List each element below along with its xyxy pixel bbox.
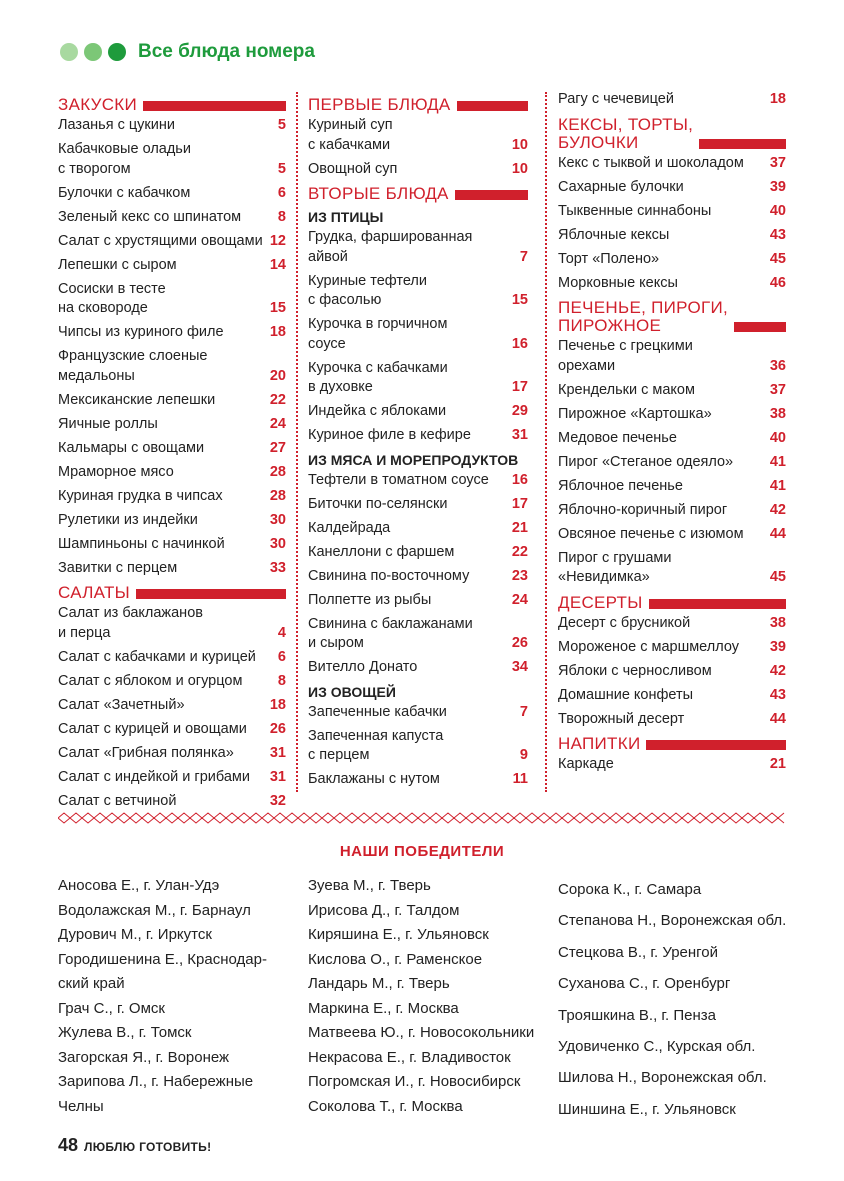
recipe-page-number: 20 <box>269 367 286 384</box>
recipe-page-number: 15 <box>511 292 528 308</box>
winner-entry: Соколова Т., г. Москва <box>308 1097 463 1115</box>
recipe-name: Домашние конфеты <box>558 686 694 703</box>
recipe-name: Завитки с перцем <box>58 559 178 576</box>
winner-entry: Шиншина Е., г. Ульяновск <box>558 1100 736 1118</box>
recipe-name: Кальмары с овощами <box>58 439 205 456</box>
recipe-name: Крендельки с маком <box>558 381 695 398</box>
recipe-name: Куриная грудка в чипсах <box>58 487 223 504</box>
recipe-entry <box>308 770 528 790</box>
recipe-entry <box>558 525 786 545</box>
recipe-entry <box>58 323 286 343</box>
recipe-name: Кекс с тыквой и шоколадом <box>558 154 744 171</box>
recipe-entry <box>58 208 286 228</box>
recipe-page-number: 21 <box>511 519 528 536</box>
recipe-page-number: 32 <box>269 792 286 809</box>
recipe-name: Запеченные кабачки <box>308 703 447 720</box>
recipe-name: Яблочные кексы <box>558 226 670 243</box>
subsection-title: ИЗ ПТИЦЫ <box>308 209 384 225</box>
recipe-entry <box>558 337 786 376</box>
page-header <box>60 38 315 66</box>
section-bar <box>646 740 786 750</box>
recipe-name: Курочка с кабачками в духовке <box>308 359 448 395</box>
winner-entry: Жулева В., г. Томск <box>58 1024 192 1041</box>
winner-entry: Степанова Н., Воронежская обл. <box>558 912 787 930</box>
recipe-page-number: 7 <box>519 703 528 720</box>
recipe-page-number: 43 <box>769 226 786 243</box>
recipe-name: Баклажаны с нутом <box>308 771 440 787</box>
recipe-page-number: 43 <box>769 686 786 703</box>
recipe-entry <box>558 549 786 588</box>
winner-entry: Шилова Н., Воронежская обл. <box>558 1069 767 1087</box>
recipe-entry <box>308 402 528 422</box>
recipe-page-number: 42 <box>769 501 786 518</box>
recipe-name: Булочки с кабачком <box>58 184 191 201</box>
recipe-name: Рулетики из индейки <box>58 511 198 528</box>
recipe-name: Свинина по-восточному <box>308 567 470 584</box>
recipe-page-number: 18 <box>269 696 286 713</box>
recipe-entry <box>58 391 286 411</box>
dot-icon <box>84 43 102 61</box>
recipe-entry <box>58 696 286 716</box>
page-number: 48 <box>58 1135 79 1155</box>
section-heading <box>558 116 786 152</box>
section-bar <box>455 190 528 200</box>
recipe-entry <box>58 116 286 136</box>
recipe-entry <box>58 439 286 459</box>
recipe-page-number: 15 <box>269 300 286 316</box>
recipe-name: Творожный десерт <box>558 710 685 727</box>
recipe-page-number: 27 <box>269 439 286 456</box>
page-title: Все блюда номера <box>138 41 315 62</box>
winner-entry: Удовиченко С., Курская обл. <box>558 1038 756 1056</box>
zigzag-divider <box>58 812 786 824</box>
recipe-page-number: 5 <box>277 117 286 133</box>
recipe-page-number: 42 <box>769 662 786 679</box>
recipe-entry <box>308 315 528 354</box>
recipe-entry <box>558 501 786 521</box>
section-title: ДЕСЕРТЫ <box>558 592 643 612</box>
recipe-page-number: 45 <box>769 569 786 585</box>
recipe-name: Морковные кексы <box>558 274 678 291</box>
recipe-name: Кабачковые оладьи с творогом <box>58 141 191 177</box>
recipe-entry <box>308 272 528 311</box>
recipe-page-number: 24 <box>269 415 286 432</box>
winner-entry: Зуева М., г. Тверь <box>308 877 431 894</box>
recipe-entry <box>308 116 528 155</box>
recipe-name: Сахарные булочки <box>558 178 684 195</box>
recipe-entry <box>558 710 786 730</box>
recipe-name: Биточки по-селянски <box>308 495 448 512</box>
recipe-name: Салат с индейкой и грибами <box>58 768 250 785</box>
recipe-name: Тефтели в томатном соусе <box>308 471 489 488</box>
recipe-entry <box>558 226 786 246</box>
recipe-entry <box>558 274 786 294</box>
recipe-entry <box>58 648 286 668</box>
recipe-page-number: 26 <box>269 720 286 737</box>
recipe-entry <box>308 615 528 654</box>
recipe-name: Каркаде <box>558 756 614 772</box>
recipe-page-number: 29 <box>511 403 528 419</box>
recipe-name: Пирог «Стеганое одеяло» <box>558 453 734 470</box>
section-heading <box>58 96 286 114</box>
recipe-page-number: 23 <box>511 567 528 584</box>
recipe-entry <box>308 519 528 539</box>
recipe-page-number: 9 <box>519 747 528 763</box>
section-bar <box>143 101 286 111</box>
winners-column-2 <box>308 874 534 1119</box>
recipe-entry <box>58 463 286 483</box>
winner-entry: Челны <box>58 1097 104 1115</box>
recipe-name: Салат с курицей и овощами <box>58 720 247 737</box>
recipe-entry <box>58 347 286 386</box>
recipe-name: Французские слоеные медальоны <box>58 348 208 384</box>
recipe-name: Лепешки с сыром <box>58 256 177 273</box>
recipe-name: Овсяное печенье с изюмом <box>558 525 744 542</box>
recipe-page-number: 22 <box>269 391 286 408</box>
recipe-page-number: 10 <box>511 136 528 153</box>
recipe-name: Салат «Зачетный» <box>58 696 185 713</box>
recipe-page-number: 28 <box>269 487 286 504</box>
winner-entry: Погромская И., г. Новосибирск <box>308 1073 521 1090</box>
winner-entry: Матвеева Ю., г. Новосокольники <box>308 1024 535 1041</box>
recipe-name: Куриные тефтели с фасолью <box>308 272 427 308</box>
recipe-name: Сосиски в тесте на сковороде <box>58 280 166 316</box>
recipe-name: Зеленый кекс со шпинатом <box>58 208 242 225</box>
winner-entry: Дурович М., г. Иркутск <box>58 926 212 943</box>
winner-entry: ский край <box>58 975 125 992</box>
recipe-page-number: 17 <box>511 379 528 395</box>
recipe-page-number: 38 <box>769 405 786 422</box>
recipe-entry <box>58 768 286 788</box>
winner-entry: Ирисова Д., г. Талдом <box>308 901 460 919</box>
recipe-entry <box>58 559 286 579</box>
recipe-page-number: 8 <box>277 672 286 689</box>
recipe-page-number: 7 <box>519 248 528 265</box>
recipe-page-number: 41 <box>769 453 786 470</box>
recipe-entry <box>58 535 286 555</box>
recipe-name: Пирожное «Картошка» <box>558 405 712 422</box>
section-title: ЗАКУСКИ <box>58 95 137 114</box>
recipe-name: Грудка, фаршированная айвой <box>308 229 473 265</box>
index-column-3 <box>558 90 786 779</box>
recipe-page-number: 6 <box>277 184 286 201</box>
recipe-page-number: 26 <box>511 635 528 651</box>
recipe-name: Полпетте из рыбы <box>308 591 432 608</box>
recipe-entry <box>558 250 786 270</box>
recipe-name: Торт «Полено» <box>558 250 660 267</box>
recipe-name: Мексиканские лепешки <box>58 391 216 408</box>
dot-icon <box>60 43 78 61</box>
winner-entry: Стецкова В., г. Уренгой <box>558 943 719 961</box>
index-column-1 <box>58 90 286 816</box>
column-divider <box>545 92 547 792</box>
recipe-entry <box>58 604 286 643</box>
section-bar <box>649 599 786 609</box>
recipe-name: Тыквенные синнабоны <box>558 202 712 219</box>
section-heading <box>558 735 786 753</box>
winner-entry: Некрасова Е., г. Владивосток <box>308 1048 511 1066</box>
recipe-name: Салат с ветчиной <box>58 792 177 809</box>
recipe-page-number: 16 <box>511 335 528 352</box>
recipe-page-number: 34 <box>511 659 528 675</box>
recipe-entry <box>558 381 786 401</box>
recipe-name: Канеллони с фаршем <box>308 543 455 560</box>
section-title: КЕКСЫ, ТОРТЫ, БУЛОЧКИ <box>558 114 694 152</box>
winner-entry: Водолажская М., г. Барнаул <box>58 901 251 919</box>
section-heading <box>558 594 786 612</box>
recipe-name: Салат с кабачками и курицей <box>58 648 256 665</box>
page-footer <box>58 1135 211 1156</box>
recipe-name: Курочка в горчичном соусе <box>308 316 448 352</box>
recipe-entry <box>308 160 528 180</box>
recipe-page-number: 33 <box>269 559 286 576</box>
recipe-name: Запеченная капуста с перцем <box>308 727 444 763</box>
section-heading <box>308 185 528 203</box>
section-title: ПЕРВЫЕ БЛЮДА <box>308 95 451 114</box>
winner-entry: Кислова О., г. Раменское <box>308 950 483 968</box>
recipe-name: Куриный суп с кабачками <box>308 117 393 153</box>
recipe-page-number: 38 <box>769 614 786 631</box>
recipe-page-number: 14 <box>269 256 286 273</box>
section-heading <box>308 96 528 114</box>
recipe-entry <box>308 359 528 398</box>
recipe-entry <box>58 184 286 204</box>
recipe-entry <box>58 744 286 764</box>
winner-entry: Киряшина Е., г. Ульяновск <box>308 926 489 943</box>
recipe-name: Вителло Донато <box>308 659 418 675</box>
recipe-name: Салат из баклажанов и перца <box>58 605 203 641</box>
recipe-entry <box>308 658 528 678</box>
recipe-entry <box>308 567 528 587</box>
recipe-entry <box>58 792 286 812</box>
recipe-name: Мороженое с маршмеллоу <box>558 638 739 655</box>
winner-entry: Трояшкина В., г. Пенза <box>558 1006 717 1024</box>
recipe-entry <box>58 487 286 507</box>
index-column-2 <box>308 90 528 794</box>
recipe-page-number: 41 <box>769 477 786 494</box>
recipe-entry <box>308 591 528 611</box>
recipe-entry <box>558 755 786 775</box>
recipe-entry <box>58 232 286 252</box>
recipe-entry <box>58 720 286 740</box>
section-title: НАПИТКИ <box>558 734 641 753</box>
recipe-name: Мраморное мясо <box>58 463 174 480</box>
winner-entry: Загорская Я., г. Воронеж <box>58 1048 230 1066</box>
recipe-entry <box>308 727 528 766</box>
recipe-entry <box>308 426 528 446</box>
recipe-entry <box>558 453 786 473</box>
section-bar <box>699 139 786 149</box>
recipe-name: Десерт с брусникой <box>558 614 691 631</box>
recipe-page-number: 39 <box>769 638 786 655</box>
recipe-entry <box>58 140 286 179</box>
winner-entry: Ландарь М., г. Тверь <box>308 975 450 992</box>
recipe-page-number: 28 <box>269 463 286 480</box>
recipe-page-number: 11 <box>512 771 528 787</box>
recipe-name: Салат «Грибная полянка» <box>58 744 234 761</box>
recipe-page-number: 5 <box>277 160 286 177</box>
recipe-entry <box>558 405 786 425</box>
recipe-name: Печенье с грецкими орехами <box>558 338 693 374</box>
recipe-page-number: 44 <box>769 710 786 727</box>
recipe-name: Лазанья с цукини <box>58 117 175 133</box>
subsection-title: ИЗ ОВОЩЕЙ <box>308 683 396 700</box>
dot-icon <box>108 43 126 61</box>
recipe-page-number: 30 <box>269 511 286 528</box>
recipe-page-number: 16 <box>511 471 528 488</box>
section-heading <box>58 584 286 602</box>
recipe-entry <box>558 90 786 110</box>
recipe-page-number: 36 <box>769 357 786 374</box>
recipe-entry <box>308 543 528 563</box>
recipe-entry <box>558 429 786 449</box>
recipe-page-number: 40 <box>769 202 786 219</box>
recipe-page-number: 6 <box>277 648 286 665</box>
recipe-page-number: 31 <box>269 744 286 761</box>
subsection-title: ИЗ МЯСА И МОРЕПРОДУКТОВ <box>308 451 519 468</box>
recipe-name: Медовое печенье <box>558 429 677 446</box>
recipe-page-number: 17 <box>511 495 528 512</box>
recipe-page-number: 31 <box>511 427 528 443</box>
recipe-page-number: 22 <box>511 543 528 560</box>
winner-entry: Зарипова Л., г. Набережные <box>58 1073 254 1090</box>
section-bar <box>457 101 528 111</box>
recipe-entry <box>58 256 286 276</box>
recipe-page-number: 44 <box>769 525 786 542</box>
recipe-entry <box>58 415 286 435</box>
recipe-name: Индейка с яблоками <box>308 403 447 419</box>
winner-entry: Грач С., г. Омск <box>58 999 165 1017</box>
recipe-page-number: 18 <box>269 324 286 340</box>
recipe-page-number: 46 <box>769 274 786 291</box>
recipe-entry <box>58 672 286 692</box>
recipe-name: Яблочно-коричный пирог <box>558 501 728 518</box>
section-title: САЛАТЫ <box>58 583 131 602</box>
recipe-page-number: 21 <box>769 756 786 772</box>
recipe-entry <box>308 703 528 723</box>
recipe-name: Пирог с грушами «Невидимка» <box>558 549 672 585</box>
magazine-name: ЛЮБЛЮ ГОТОВИТЬ! <box>84 1140 212 1154</box>
recipe-entry <box>308 228 528 267</box>
recipe-name: Рагу с чечевицей <box>558 91 674 107</box>
recipe-entry <box>558 178 786 198</box>
recipe-page-number: 10 <box>511 160 528 177</box>
recipe-name: Шампиньоны с начинкой <box>58 535 225 552</box>
section-bar <box>734 322 786 332</box>
recipe-page-number: 40 <box>769 429 786 446</box>
zigzag-line <box>58 818 784 823</box>
recipe-entry <box>58 280 286 319</box>
section-bar <box>136 589 286 599</box>
winner-entry: Городишенина Е., Краснодар- <box>58 950 267 968</box>
recipe-entry <box>308 495 528 515</box>
recipe-name: Свинина с баклажанами и сыром <box>308 615 473 651</box>
recipe-name: Салат с хрустящими овощами <box>58 232 263 249</box>
zigzag-line <box>58 813 784 818</box>
recipe-name: Яблоки с черносливом <box>558 662 712 679</box>
recipe-name: Куриное филе в кефире <box>308 427 471 443</box>
recipe-page-number: 8 <box>277 208 286 225</box>
recipe-name: Калдейрада <box>308 519 391 536</box>
recipe-entry <box>308 471 528 491</box>
recipe-page-number: 37 <box>769 381 786 398</box>
recipe-page-number: 31 <box>269 768 286 785</box>
recipe-name: Овощной суп <box>308 160 398 177</box>
winners-column-1 <box>58 874 267 1119</box>
recipe-page-number: 39 <box>769 178 786 195</box>
recipe-entry <box>558 202 786 222</box>
recipe-page-number: 24 <box>511 591 528 608</box>
recipe-name: Яичные роллы <box>58 415 158 432</box>
column-divider <box>296 92 298 792</box>
winner-entry: Аносова Е., г. Улан-Удэ <box>58 877 220 894</box>
recipe-entry <box>558 662 786 682</box>
winner-entry: Маркина Е., г. Москва <box>308 999 459 1017</box>
winners-title: НАШИ ПОБЕДИТЕЛИ <box>339 843 505 860</box>
recipe-page-number: 12 <box>269 232 286 249</box>
recipe-entry <box>558 614 786 634</box>
recipe-name: Салат с яблоком и огурцом <box>58 672 243 689</box>
recipe-entry <box>558 154 786 174</box>
section-title: ВТОРЫЕ БЛЮДА <box>308 184 449 203</box>
recipe-page-number: 30 <box>269 535 286 552</box>
winner-entry: Суханова С., г. Оренбург <box>558 975 731 993</box>
recipe-name: Яблочное печенье <box>558 477 683 494</box>
recipe-entry <box>558 638 786 658</box>
recipe-name: Чипсы из куриного филе <box>58 324 224 340</box>
recipe-entry <box>58 511 286 531</box>
recipe-page-number: 4 <box>277 624 286 641</box>
recipe-page-number: 45 <box>769 250 786 267</box>
recipe-page-number: 18 <box>769 91 786 107</box>
winners-column-3 <box>558 874 786 1125</box>
winner-entry: Сорока К., г. Самара <box>558 881 702 898</box>
recipe-entry <box>558 477 786 497</box>
section-title: ПЕЧЕНЬЕ, ПИРОГИ, ПИРОЖНОЕ <box>558 298 729 335</box>
recipe-page-number: 37 <box>769 154 786 171</box>
recipe-entry <box>558 686 786 706</box>
section-heading <box>558 299 786 335</box>
